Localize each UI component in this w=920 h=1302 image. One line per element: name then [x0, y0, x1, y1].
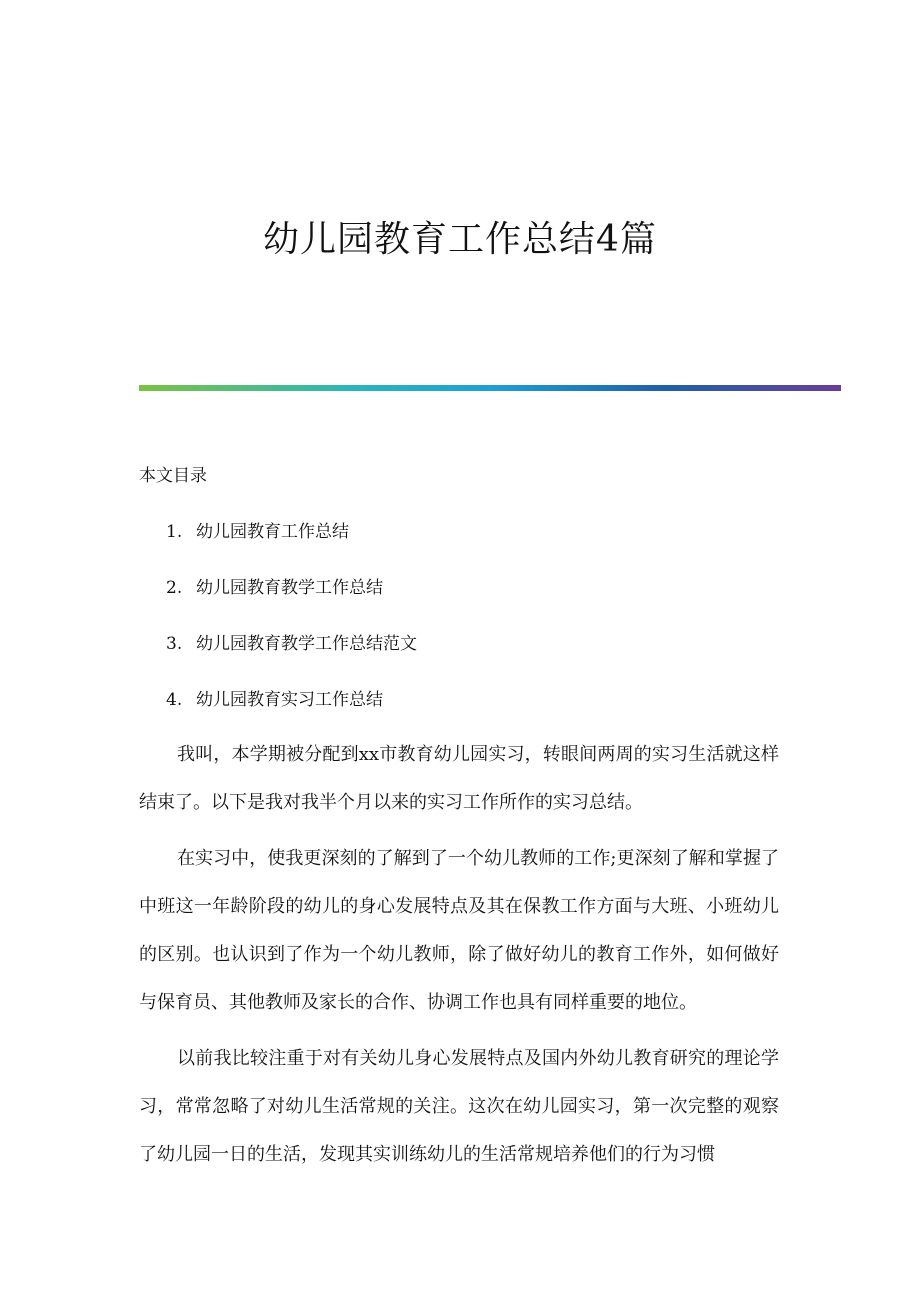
toc-item-number: 3. [166, 634, 183, 654]
toc-heading: 本文目录 [139, 466, 207, 486]
toc-item-label: 幼儿园教育教学工作总结 [196, 578, 383, 598]
toc-item-4[interactable] [166, 686, 383, 714]
toc-item-3[interactable] [166, 630, 417, 658]
gradient-divider [139, 385, 841, 391]
toc-item-number: 1. [166, 522, 183, 542]
toc-item-label: 幼儿园教育工作总结 [196, 522, 349, 542]
toc-item-1[interactable] [166, 518, 349, 546]
toc-item-number: 2. [166, 578, 183, 598]
toc-item-number: 4. [166, 690, 183, 710]
body-paragraph-2: 在实习中，使我更深刻的了解到了一个幼儿教师的工作;更深刻了解和掌握了中班这一年龄阶段的幼儿的身心发展特点及其在保教工作方面与大班、小班幼儿的区别。也认识到了作为一个幼儿教师，除了做好幼儿的教育工作外，如何做好与保育员、其他教师及家长的合作、协调工作也具有同样重要的地位。 [139, 848, 779, 1013]
toc-item-label: 幼儿园教育教学工作总结范文 [196, 634, 417, 654]
body-paragraph-1: 我叫，本学期被分配到xx市教育幼儿园实习，转眼间两周的实习生活就这样结束了。以下是我对我半个月以来的实习工作所作的实习总结。 [139, 744, 779, 813]
toc-item-label: 幼儿园教育实习工作总结 [196, 690, 383, 710]
body-paragraph-3: 以前我比较注重于对有关幼儿身心发展特点及国内外幼儿教育研究的理论学习，常常忽略了对幼儿生活常规的关注。这次在幼儿园实习，第一次完整的观察了幼儿园一日的生活，发现其实训练幼儿的生活常规培养他们的行为习惯 [139, 1048, 779, 1165]
document-title: 幼儿园教育工作总结4篇 [263, 219, 657, 260]
toc-item-2[interactable] [166, 574, 383, 602]
